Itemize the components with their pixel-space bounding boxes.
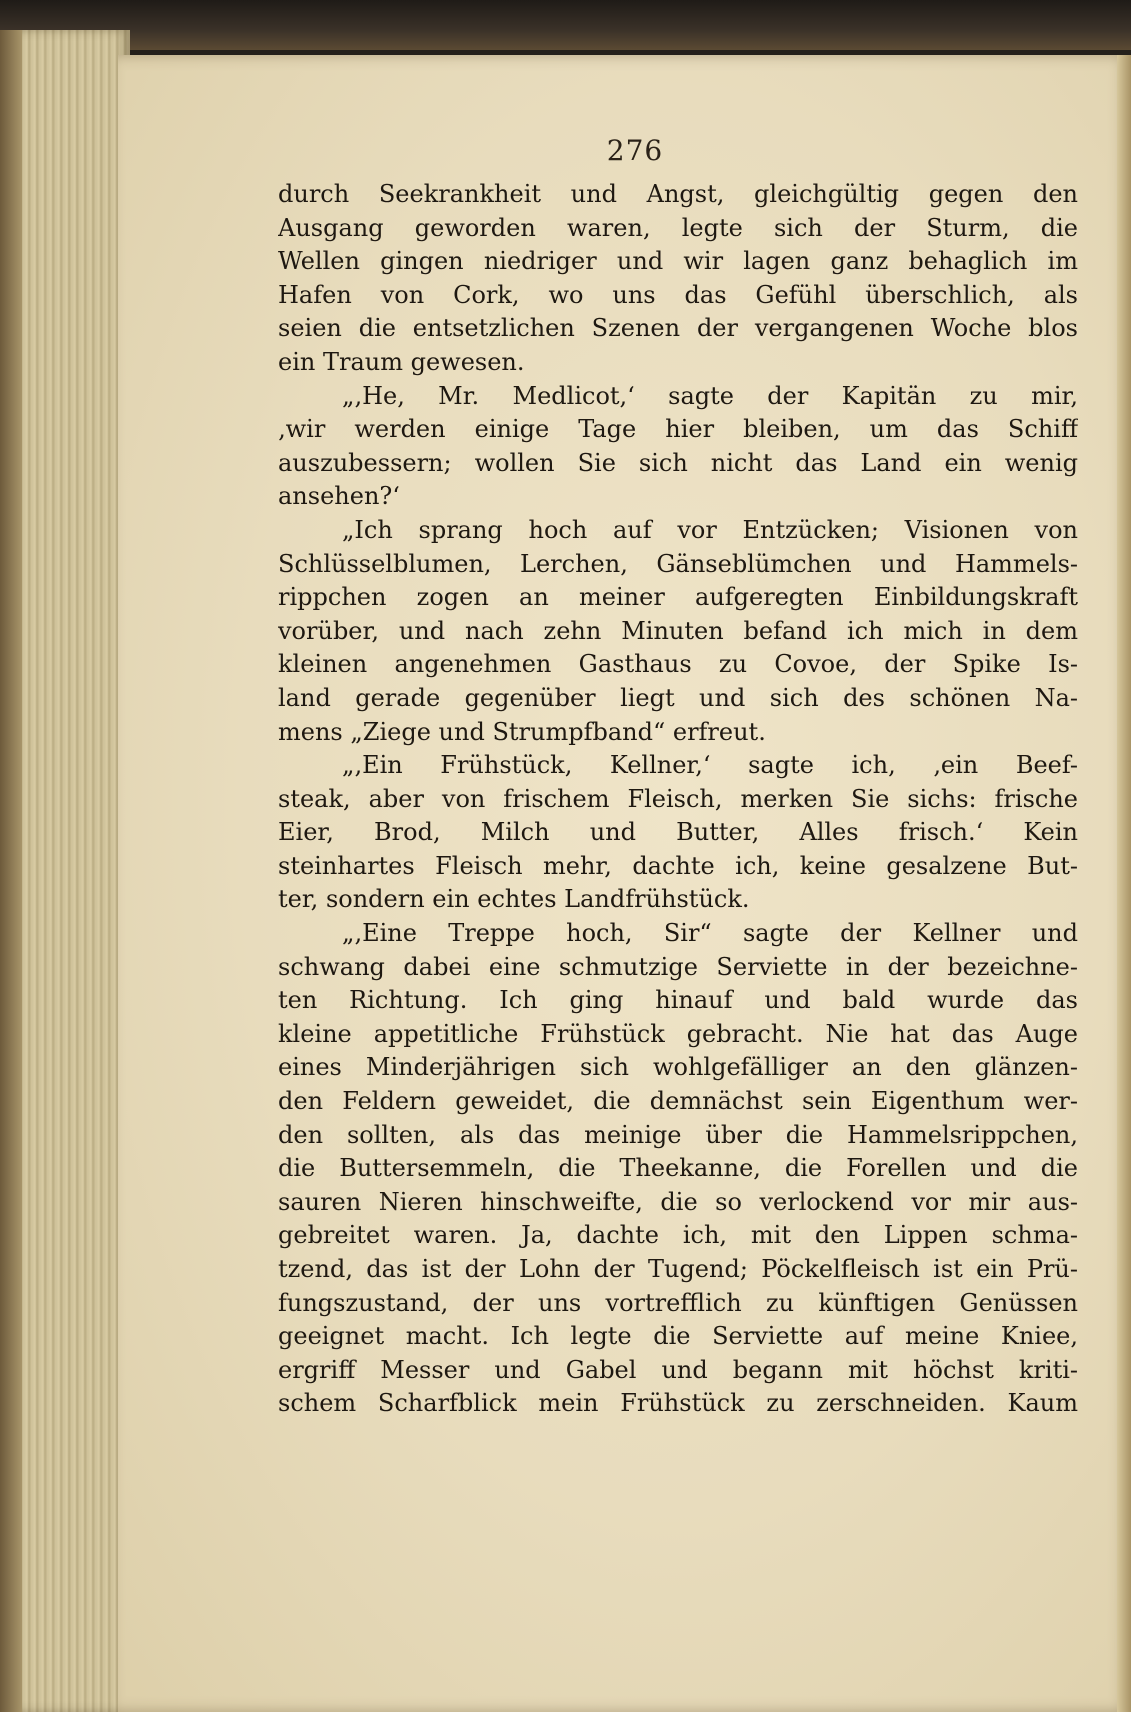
text-line: den Feldern geweidet, die demnächst sein Eigenthum wer- — [278, 1087, 1078, 1116]
text-line: ein Traum gewesen. — [278, 347, 525, 376]
text-line: Wellen gingen niedriger und wir lagen ganz behaglich im — [278, 247, 1078, 276]
text-line: ‚wir werden einige Tage hier bleiben, um das Schiff — [278, 415, 1078, 444]
binding-shadow — [0, 30, 22, 1712]
text-line: land gerade gegenüber liegt und sich des schönen Na- — [278, 683, 1078, 712]
text-line: Ausgang geworden waren, legte sich der Sturm, die — [278, 213, 1078, 242]
text-line: kleine appetitliche Frühstück gebracht. Nie hat das Auge — [278, 1019, 1078, 1048]
text-line: Schlüsselblumen, Lerchen, Gänseblümchen und Hammels- — [278, 549, 1078, 578]
text-line: fungszustand, der uns vortrefflich zu künftigen Genüssen — [278, 1288, 1078, 1317]
text-line: kleinen angenehmen Gasthaus zu Covoe, der Spike Is- — [278, 650, 1078, 679]
text-line: durch Seekrankheit und Angst, gleichgültig gegen den — [278, 180, 1078, 208]
text-line: seien die entsetzlichen Szenen der vergangenen Woche blos — [278, 314, 1078, 343]
text-line: ten Richtung. Ich ging hinauf und bald wurde das — [278, 986, 1078, 1015]
text-line: Hafen von Cork, wo uns das Gefühl überschlich, als — [278, 280, 1078, 309]
text-line: tzend, das ist der Lohn der Tugend; Pöckelfleisch ist ein Prü- — [278, 1255, 1078, 1283]
text-line: mens „Ziege und Strumpfband“ erfreut. — [278, 717, 766, 746]
text-line: gebreitet waren. Ja, dachte ich, mit den Lippen schma- — [278, 1221, 1078, 1250]
page-text — [278, 178, 1078, 1421]
text-line: die Buttersemmeln, die Theekanne, die Forellen und die — [278, 1154, 1078, 1183]
text-line: „‚Ein Frühstück, Kellner,‘ sagte ich, ‚ein Beef- — [342, 751, 1078, 780]
text-line: auszubessern; wollen Sie sich nicht das Land ein wenig — [278, 448, 1078, 477]
text-line: eines Minderjährigen sich wohlgefälliger an den glänzen- — [278, 1053, 1078, 1082]
text-line: ter, sondern ein echtes Landfrühstück. — [278, 885, 750, 914]
page-right-edge — [1117, 55, 1131, 1712]
book-cover-top — [0, 0, 1131, 50]
text-line: schwang dabei eine schmutzige Serviette in der bezeichne- — [278, 952, 1078, 981]
text-line: vorüber, und nach zehn Minuten befand ich mich in dem — [278, 616, 1078, 645]
text-line: ergriff Messer und Gabel und begann mit höchst kriti- — [278, 1355, 1078, 1384]
text-line: „Ich sprang hoch auf vor Entzücken; Visionen von — [342, 515, 1078, 544]
text-line: schem Scharfblick mein Frühstück zu zerschneiden. Kaum — [278, 1389, 1078, 1418]
text-line: „‚He, Mr. Medlicot,‘ sagte der Kapitän zu mir, — [342, 381, 1078, 410]
text-line: geeignet macht. Ich legte die Serviette auf meine Kniee, — [278, 1322, 1078, 1351]
text-line: rippchen zogen an meiner aufgeregten Einbildungskraft — [278, 583, 1078, 612]
page-number: 276 — [606, 134, 664, 167]
text-line: Eier, Brod, Milch und Butter, Alles frisch.‘ Kein — [278, 818, 1078, 847]
text-line: sauren Nieren hinschweifte, die so verlockend vor mir aus- — [278, 1187, 1078, 1216]
text-line: „‚Eine Treppe hoch, Sir“ sagte der Kellner und — [342, 919, 1078, 948]
text-line: steak, aber von frischem Fleisch, merken Sie sichs: frische — [278, 784, 1078, 813]
text-line: steinhartes Fleisch mehr, dachte ich, keine gesalzene But- — [278, 851, 1078, 880]
text-line: ansehen?‘ — [278, 482, 400, 511]
text-line: den sollten, als das meinige über die Hammelsrippchen, — [278, 1120, 1078, 1149]
